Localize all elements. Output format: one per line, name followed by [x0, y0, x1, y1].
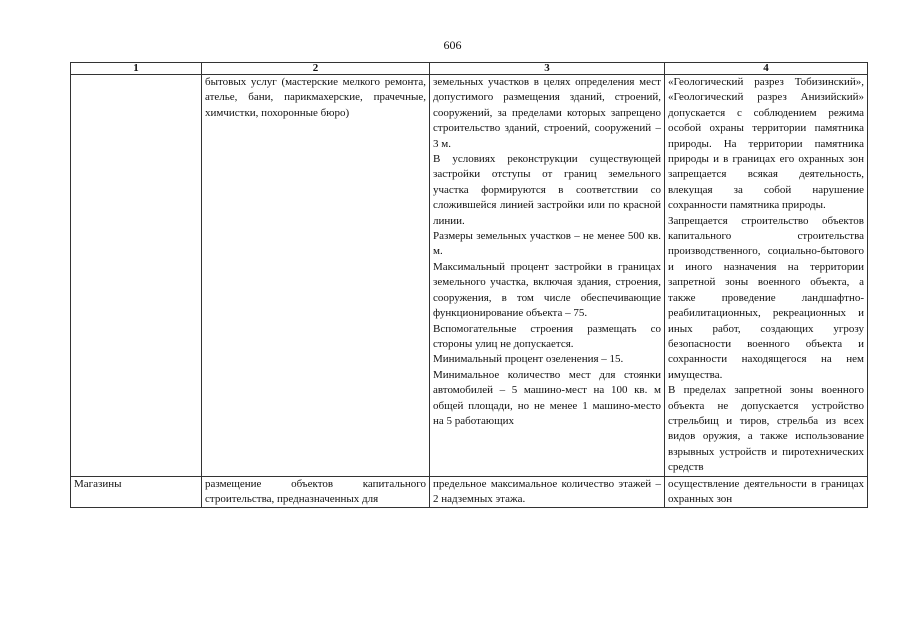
paragraph: Размеры земельных участков – не менее 500 кв. м.: [433, 230, 661, 258]
row1-restrictions: [665, 75, 868, 477]
column-number-row: [71, 63, 868, 75]
paragraph: Минимальное количество мест для стоянки автомобилей – 5 машино-мест на 100 кв. м общей площади, но не менее 1 машино-место на 5 работающих: [433, 368, 661, 427]
paragraph: бытовых услуг (мастерские мелкого ремонта, ателье, бани, парикмахерские, прачечные, химчистки, похоронные бюро): [205, 76, 426, 119]
paragraph: земельных участков в целях определения мест допустимого размещения зданий, строений, сооружений, за пределами которых запрещено строительство зданий, строений, сооружений – 3 м.: [433, 76, 661, 150]
paragraph: «Геологический разрез Тобизинский», «Геологический разрез Анизийский» допускается с соблюдением режима особой охраны территории памятника природы. На территории памятника природы и в границах его охранных зон запрещается всякая деятельность, влекущая за собой нарушение сохранности памятника природы.: [668, 76, 864, 212]
paragraph: Максимальный процент застройки в границах земельного участка, включая здания, строения, сооружения, в том числе обеспечивающие функционирование объекта – 75.: [433, 260, 661, 320]
column-number-1: 1: [71, 63, 202, 75]
paragraph: В условиях реконструкции существующей застройки отступы от границ земельного участка формируются в соответствии со сложившейся линией застройки или по красной линии.: [433, 153, 661, 227]
column-number-2: 2: [202, 63, 430, 75]
paragraph: Запрещается строительство объектов капитального строительства производственного, социально-бытового и иного назначения на территории запретной зоны военного объекта, а также проведение ландшафтно-реабилитационных, рекреационных и иных работ, создающих угрозу безопасности военного объекта и сохранности находящегося на нем имущества.: [668, 214, 864, 381]
column-number-3: 3: [430, 63, 665, 75]
table-row: [71, 75, 868, 477]
paragraph: Минимальный процент озеленения – 15.: [433, 353, 624, 366]
row2-parameters: предельное максимальное количество этажей – 2 надземных этажа.: [430, 476, 665, 508]
paragraph: В пределах запретной зоны военного объекта не допускается устройство стрельбищ и тиров, стрельба из всех видов оружия, а также использование взрывных устройств и пиротехнических средств: [668, 384, 864, 474]
zoning-table: [70, 62, 868, 508]
row1-use-type: [71, 75, 202, 477]
row1-description: [202, 75, 430, 477]
table-row: [71, 476, 868, 508]
row1-parameters: [430, 75, 665, 477]
row2-restrictions: осуществление деятельности в границах охранных зон: [665, 476, 868, 508]
page-number: 606: [443, 38, 462, 52]
row2-use-type: Магазины: [71, 476, 202, 508]
row2-description: размещение объектов капитального строительства, предназначенных для: [202, 476, 430, 508]
paragraph: Вспомогательные строения размещать со стороны улиц не допускается.: [433, 322, 661, 350]
column-number-4: 4: [665, 63, 868, 75]
